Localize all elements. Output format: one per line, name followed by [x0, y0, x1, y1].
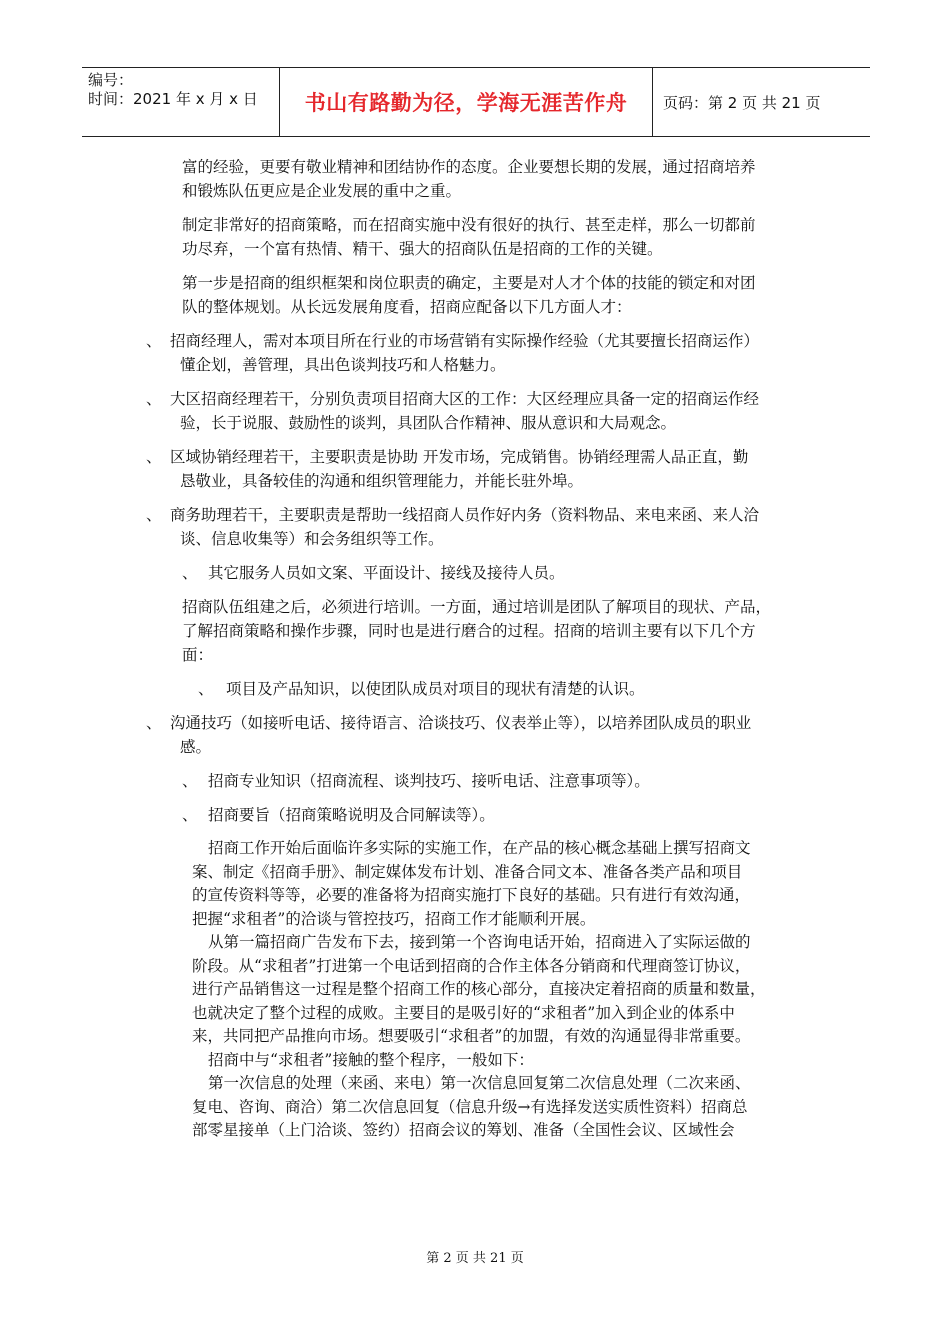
list-item-manager: 、 招商经理人，需对本项目所在行业的市场营销有实际操作经验（尤其要擅长招商运作） 懂企划，善管理，具出色谈判技巧和人格魅力。 [146, 329, 816, 377]
list-item-training-product: 、 项目及产品知识，以使团队成员对项目的现状有清楚的认识。 [198, 677, 808, 701]
header-motto: 书山有路勤为径，学海无涯苦作舟 [280, 68, 653, 136]
paragraph-8: 第一次信息的处理（来函、来电）第一次信息回复第二次信息处理（二次来函、 复电、咨询、商洽）第二次信息回复（信息升级→有选择发送实质性资料）招商总 部零星接单（上门洽谈、签约）招商会议的筹划、准备（全国性会议、区域性会 [192, 1074, 751, 1139]
page-footer: 第 2 页 共 21 页 [426, 1251, 524, 1266]
paragraph-3: 第一步是招商的组织框架和岗位职责的确定，主要是对人才个体的技能的锁定和对团 队的整体规划。从长远发展角度看，招商应配备以下几方面人才： [182, 274, 756, 316]
bullet-mark: 、 [182, 564, 198, 582]
list-item-business-assistant: 、 商务助理若干，主要职责是帮助一线招商人员作好内务（资料物品、来电来函、来人洽 谈、信息收集等）和会务组织等工作。 [146, 503, 816, 551]
list-item-sales-assist: 、 区域协销经理若干，主要职责是协助 开发市场，完成销售。协销经理需人品正直，勤 恳敬业，具备较佳的沟通和组织管理能力，并能长驻外埠。 [146, 445, 816, 493]
bullet-mark: 、 [146, 390, 162, 408]
bullet-mark: 、 [182, 772, 198, 790]
bullet-mark: 、 [146, 506, 162, 524]
paragraph-7: 招商中与“求租者”接触的整个程序，一般如下： [208, 1050, 534, 1069]
header-page-label: 页码：第 2 页 共 21 页 [663, 93, 821, 112]
list-item-training-knowledge: 、 招商专业知识（招商流程、谈判技巧、接听电话、注意事项等）。 [182, 769, 812, 793]
bullet-mark: 、 [182, 806, 198, 824]
date-label: 时间：2021 年 x 月 x 日 [88, 90, 258, 108]
header-meta [82, 68, 280, 136]
bullet-mark: 、 [146, 714, 162, 732]
paragraph-5: 招商工作开始后面临许多实际的实施工作，在产品的核心概念基础上撰写招商文 案、制定《招商手册》、制定媒体发布计划、准备合同文本、准备各类产品和项目 的宣传资料等等，必要的准备将为招商实施打下良好的基础。只有进行有效沟通， 把握“求租者”的洽谈与管控技巧，招商工作才能顺利开展。 [192, 839, 751, 928]
list-item-regional-manager: 、 大区招商经理若干，分别负责项目招商大区的工作：大区经理应具备一定的招商运作经 验，长于说服、鼓励性的谈判，具团队合作精神、服从意识和大局观念。 [146, 387, 816, 435]
paragraph-4: 招商队伍组建之后，必须进行培训。一方面，通过培训是团队了解项目的现状、产品， 了解招商策略和操作步骤，同时也是进行磨合的过程。招商的培训主要有以下几个方 面： [182, 598, 772, 664]
paragraph-2: 制定非常好的招商策略，而在招商实施中没有很好的执行、甚至走样，那么一切都前 功尽弃，一个富有热情、精干、强大的招商队伍是招商的工作的关键。 [182, 216, 756, 258]
bullet-mark: 、 [146, 448, 162, 466]
bullet-mark: 、 [198, 680, 214, 698]
paragraph-1: 富的经验，更要有敬业精神和团结协作的态度。企业要想长期的发展，通过招商培养 和锻炼队伍更应是企业发展的重中之重。 [182, 158, 756, 200]
list-item-training-communication: 、 沟通技巧（如接听电话、接待语言、洽谈技巧、仪表举止等），以培养团队成员的职业 感。 [146, 711, 816, 759]
page-header [82, 67, 870, 137]
paragraph-6: 从第一篇招商广告发布下去，接到第一个咨询电话开始，招商进入了实际运做的 阶段。从“求租者”打进第一个电话到招商的合作主体各分销商和代理商签订协议， 进行产品销售这一过程是整个招商工作的核心部分，直接决定着招商的质量和数量， 也就决定了整个过程的成败。主要目的是吸引好的“求租者”加入到企业的体系中 来，共同把产品推向市场。想要吸引“求租者”的加盟，有效的沟通显得非常重要。 [192, 933, 766, 1045]
number-label: 编号： [88, 71, 134, 89]
list-item-training-essentials: 、 招商要旨（招商策略说明及合同解读等）。 [182, 803, 812, 827]
bullet-mark: 、 [146, 332, 162, 350]
list-item-other-staff: 、 其它服务人员如文案、平面设计、接线及接待人员。 [182, 561, 812, 585]
document-body [0, 155, 950, 1143]
